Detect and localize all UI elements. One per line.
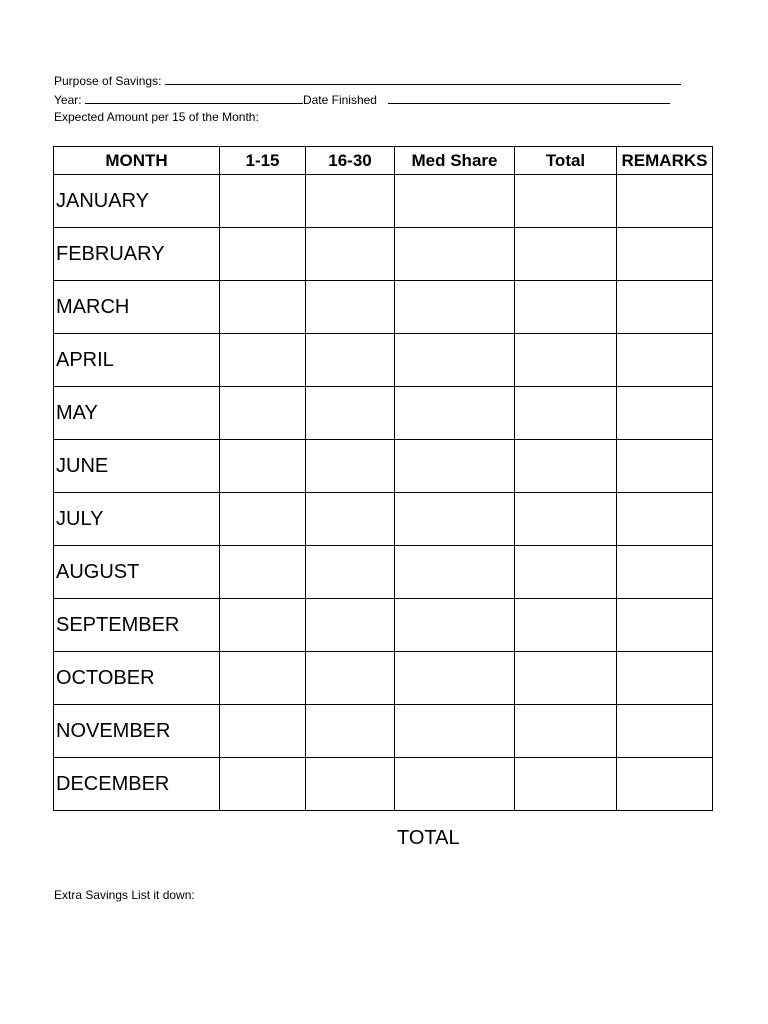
table-header-row xyxy=(54,147,713,175)
table-row xyxy=(54,387,713,440)
entry-cell[interactable] xyxy=(515,546,617,599)
entry-cell[interactable] xyxy=(220,652,306,705)
entry-cell[interactable] xyxy=(220,228,306,281)
column-header: Total xyxy=(515,147,617,175)
month-cell: AUGUST xyxy=(54,546,220,599)
month-cell: JANUARY xyxy=(54,175,220,228)
purpose-label: Purpose of Savings: xyxy=(54,74,162,88)
entry-cell[interactable] xyxy=(617,758,713,811)
column-header: MONTH xyxy=(54,147,220,175)
column-header: 1-15 xyxy=(220,147,306,175)
entry-cell[interactable] xyxy=(617,652,713,705)
table-row xyxy=(54,228,713,281)
entry-cell[interactable] xyxy=(515,705,617,758)
entry-cell[interactable] xyxy=(395,175,515,228)
table-row xyxy=(54,334,713,387)
entry-cell[interactable] xyxy=(220,758,306,811)
entry-cell[interactable] xyxy=(395,493,515,546)
entry-cell[interactable] xyxy=(395,758,515,811)
total-label: TOTAL xyxy=(397,827,460,849)
entry-cell[interactable] xyxy=(395,387,515,440)
savings-table xyxy=(53,146,713,811)
entry-cell[interactable] xyxy=(515,440,617,493)
month-cell: JULY xyxy=(54,493,220,546)
expected-amount-label: Expected Amount per 15 of the Month: xyxy=(54,110,259,124)
column-header: 16-30 xyxy=(306,147,395,175)
year-field[interactable] xyxy=(85,91,303,104)
entry-cell[interactable] xyxy=(515,493,617,546)
entry-cell[interactable] xyxy=(220,334,306,387)
entry-cell[interactable] xyxy=(306,334,395,387)
entry-cell[interactable] xyxy=(617,387,713,440)
table-row xyxy=(54,175,713,228)
entry-cell[interactable] xyxy=(617,599,713,652)
table-row xyxy=(54,599,713,652)
entry-cell[interactable] xyxy=(306,758,395,811)
table-row xyxy=(54,546,713,599)
table-row xyxy=(54,705,713,758)
entry-cell[interactable] xyxy=(617,493,713,546)
entry-cell[interactable] xyxy=(306,440,395,493)
entry-cell[interactable] xyxy=(617,175,713,228)
year-label: Year: xyxy=(54,93,82,107)
entry-cell[interactable] xyxy=(515,281,617,334)
entry-cell[interactable] xyxy=(515,758,617,811)
entry-cell[interactable] xyxy=(220,387,306,440)
column-header: Med Share xyxy=(395,147,515,175)
entry-cell[interactable] xyxy=(395,228,515,281)
month-cell: DECEMBER xyxy=(54,758,220,811)
entry-cell[interactable] xyxy=(515,599,617,652)
entry-cell[interactable] xyxy=(515,387,617,440)
month-cell: SEPTEMBER xyxy=(54,599,220,652)
entry-cell[interactable] xyxy=(220,440,306,493)
table-row xyxy=(54,758,713,811)
entry-cell[interactable] xyxy=(617,281,713,334)
entry-cell[interactable] xyxy=(220,493,306,546)
table-row xyxy=(54,281,713,334)
entry-cell[interactable] xyxy=(220,599,306,652)
month-cell: JUNE xyxy=(54,440,220,493)
table-row xyxy=(54,493,713,546)
purpose-field[interactable] xyxy=(165,72,681,85)
entry-cell[interactable] xyxy=(515,228,617,281)
entry-cell[interactable] xyxy=(617,705,713,758)
month-cell: NOVEMBER xyxy=(54,705,220,758)
month-cell: APRIL xyxy=(54,334,220,387)
entry-cell[interactable] xyxy=(306,652,395,705)
date-finished-label: Date Finished xyxy=(302,93,377,107)
extra-savings-label: Extra Savings List it down: xyxy=(54,888,195,902)
entry-cell[interactable] xyxy=(306,493,395,546)
column-header: REMARKS xyxy=(617,147,713,175)
entry-cell[interactable] xyxy=(220,546,306,599)
entry-cell[interactable] xyxy=(395,440,515,493)
entry-cell[interactable] xyxy=(395,546,515,599)
entry-cell[interactable] xyxy=(515,652,617,705)
month-cell: FEBRUARY xyxy=(54,228,220,281)
entry-cell[interactable] xyxy=(515,334,617,387)
entry-cell[interactable] xyxy=(395,705,515,758)
year-line xyxy=(54,91,670,107)
entry-cell[interactable] xyxy=(306,599,395,652)
table-row xyxy=(54,440,713,493)
entry-cell[interactable] xyxy=(306,387,395,440)
entry-cell[interactable] xyxy=(395,599,515,652)
entry-cell[interactable] xyxy=(617,228,713,281)
entry-cell[interactable] xyxy=(306,228,395,281)
purpose-line xyxy=(54,72,681,88)
entry-cell[interactable] xyxy=(617,546,713,599)
month-cell: MARCH xyxy=(54,281,220,334)
entry-cell[interactable] xyxy=(220,175,306,228)
date-finished-field[interactable] xyxy=(388,91,670,104)
entry-cell[interactable] xyxy=(306,175,395,228)
entry-cell[interactable] xyxy=(306,281,395,334)
entry-cell[interactable] xyxy=(617,440,713,493)
entry-cell[interactable] xyxy=(617,334,713,387)
entry-cell[interactable] xyxy=(395,652,515,705)
entry-cell[interactable] xyxy=(220,281,306,334)
entry-cell[interactable] xyxy=(306,546,395,599)
entry-cell[interactable] xyxy=(395,281,515,334)
entry-cell[interactable] xyxy=(306,705,395,758)
table-row xyxy=(54,652,713,705)
entry-cell[interactable] xyxy=(395,334,515,387)
entry-cell[interactable] xyxy=(220,705,306,758)
month-cell: OCTOBER xyxy=(54,652,220,705)
entry-cell[interactable] xyxy=(515,175,617,228)
month-cell: MAY xyxy=(54,387,220,440)
